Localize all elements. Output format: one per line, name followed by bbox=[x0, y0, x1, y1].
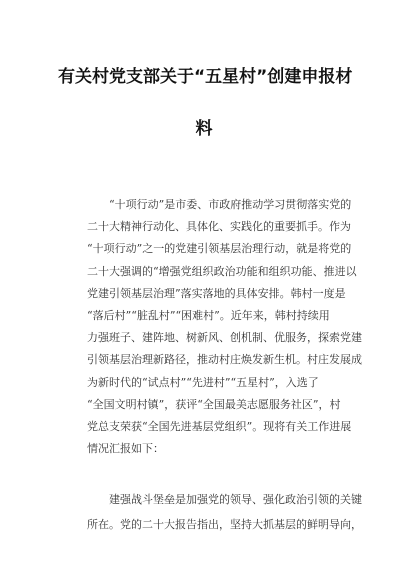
paragraph-intro-line: 力强班子、建阵地、树新风、创机制、优服务，探索党建 bbox=[87, 331, 362, 345]
paragraph-intro-line: 党建引领基层治理”落实落地的具体安排。韩村一度是 bbox=[87, 286, 346, 300]
document-title-line-2: 料 bbox=[195, 119, 213, 139]
paragraph-intro-line: “十项行动”是市委、市政府推动学习贯彻落实党的 bbox=[109, 198, 352, 211]
paragraph-intro-line: “十项行动”之一的党建引领基层治理行动，就是将党的 bbox=[87, 242, 352, 256]
paragraph-intro-line: 为新时代的“试点村”“先进村”“五星村”，入选了 bbox=[87, 375, 319, 389]
paragraph-intro-line: 二十大精神行动化、具体化、实践化的重要抓手。作为 bbox=[87, 220, 351, 234]
paragraph-intro-line: 情况汇报如下： bbox=[87, 442, 164, 456]
paragraph-intro-line: 党总支荣获“全国先进基层党组织”。现将有关工作进展 bbox=[87, 420, 352, 433]
paragraph-intro-line: 二十大强调的“增强党组织政治功能和组织功能、推进以 bbox=[87, 264, 357, 278]
paragraph-section-1-line: 建强战斗堡垒是加强党的领导、强化政治引领的关键 bbox=[109, 493, 362, 506]
paragraph-intro-line: “落后村”“脏乱村”“困难村”。近年来，韩村持续用 bbox=[87, 309, 330, 322]
paragraph-intro-line: “全国文明村镇”，获评“全国最美志愿服务社区”，村 bbox=[87, 397, 341, 411]
paragraph-intro-line: 引领基层治理新路径，推动村庄焕发新生机。村庄发展成 bbox=[87, 353, 362, 367]
document-title-line-1: 有关村党支部关于“五星村”创建申报材 bbox=[58, 67, 353, 87]
paragraph-section-1-line: 所在。党的二十大报告指出，坚持大抓基层的鲜明导向， bbox=[87, 518, 362, 531]
